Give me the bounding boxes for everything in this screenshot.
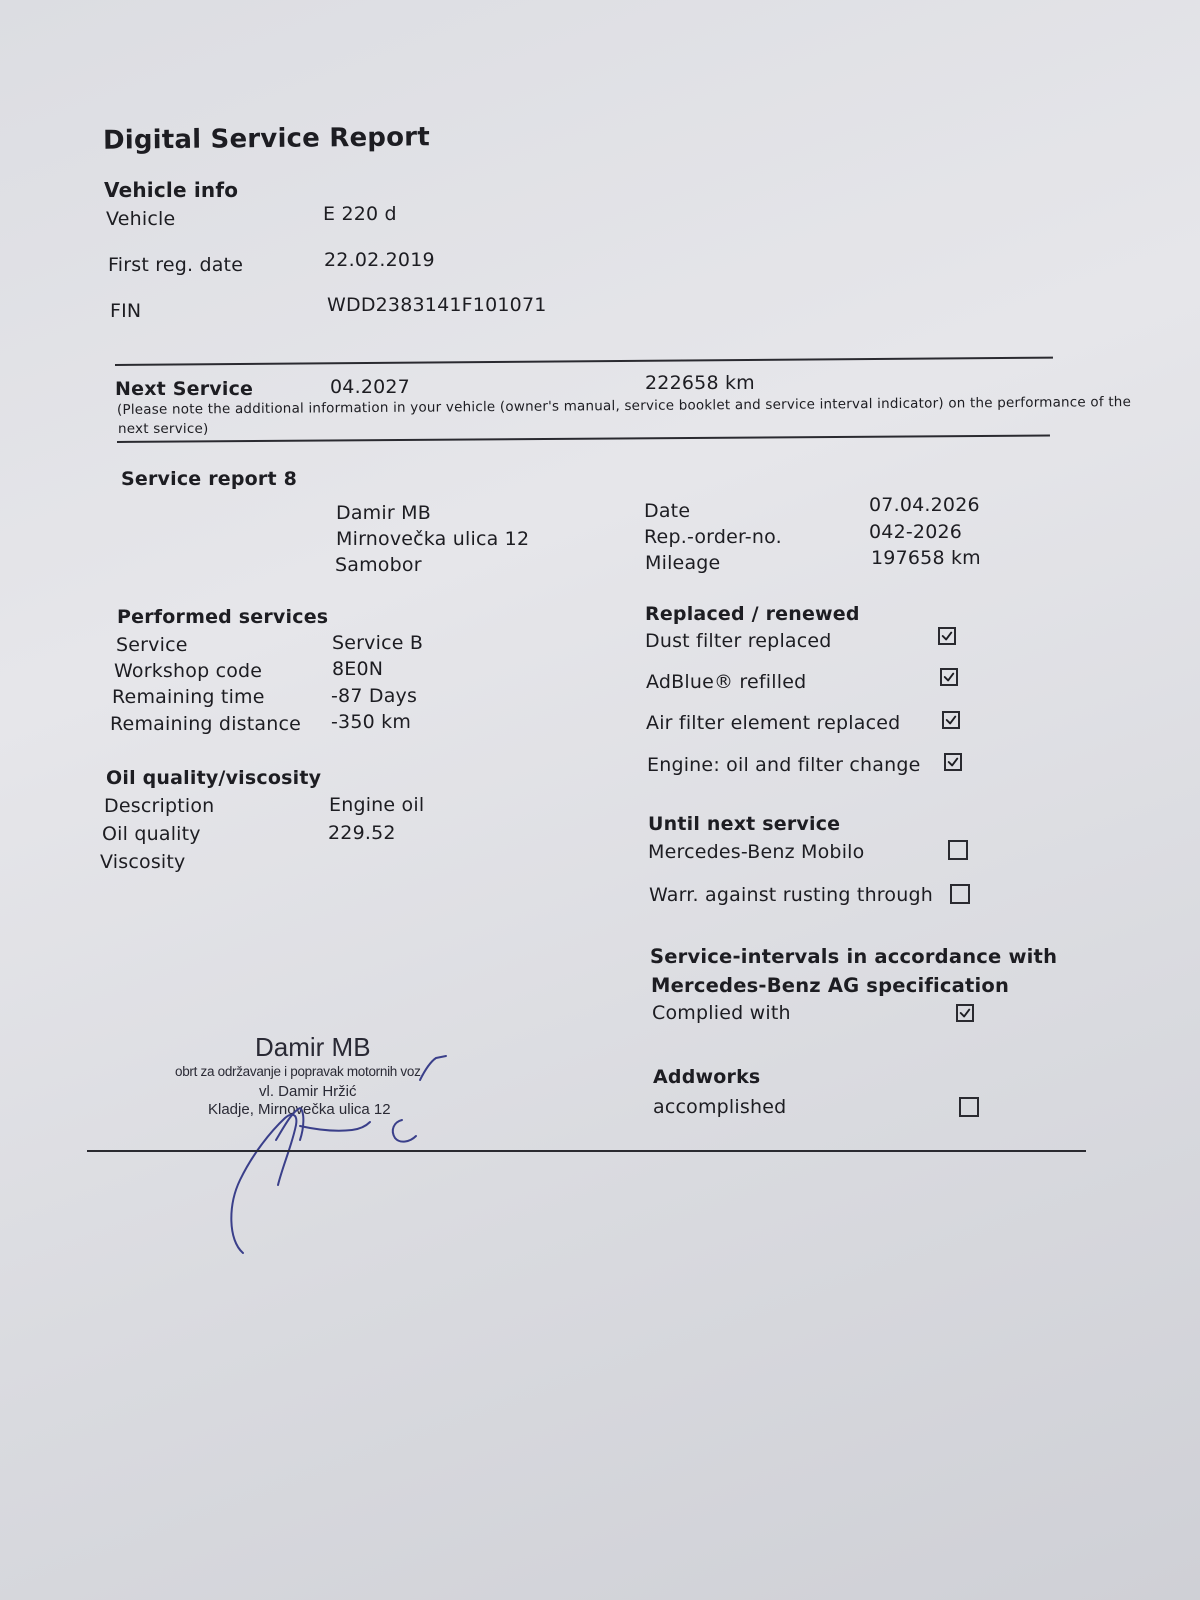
next-service-mileage: 222658 km	[645, 372, 755, 394]
remaining-distance-label: Remaining distance	[110, 713, 302, 735]
fin-label: FIN	[110, 300, 142, 322]
oil-quality-value: 229.52	[328, 822, 396, 844]
until-next-item-mobilo: Mercedes-Benz Mobilo	[648, 841, 865, 863]
viscosity-label: Viscosity	[100, 851, 186, 873]
vehicle-info-heading: Vehicle info	[104, 178, 239, 202]
stamp-line1: obrt za održavanje i popravak motornih voz.	[175, 1064, 424, 1079]
until-next-heading: Until next service	[648, 813, 841, 835]
replaced-item-engine-oil: Engine: oil and filter change	[647, 754, 921, 776]
first-reg-value: 22.02.2019	[324, 249, 435, 271]
performed-services-heading: Performed services	[117, 606, 329, 628]
page-title: Digital Service Report	[102, 122, 431, 156]
remaining-time-value: -87 Days	[331, 685, 418, 707]
first-reg-label: First reg. date	[108, 254, 244, 276]
remaining-time-label: Remaining time	[112, 686, 265, 708]
intervals-heading-line2: Mercedes-Benz AG specification	[651, 974, 1010, 997]
vehicle-label: Vehicle	[106, 208, 176, 230]
workshop-city: Samobor	[335, 554, 422, 576]
workshop-code-value: 8E0N	[332, 658, 384, 680]
fin-value: WDD2383141F101071	[327, 294, 547, 316]
next-service-note-line2: next service)	[118, 421, 209, 437]
addworks-heading: Addworks	[653, 1066, 761, 1088]
replaced-item-dust-filter: Dust filter replaced	[645, 630, 832, 652]
mileage-label: Mileage	[645, 552, 721, 574]
oil-quality-label: Oil quality	[102, 823, 201, 845]
order-value: 042-2026	[869, 521, 963, 543]
date-value: 07.04.2026	[869, 494, 980, 516]
divider-bottom	[87, 1150, 1086, 1152]
service-report-heading: Service report 8	[121, 468, 297, 490]
oil-heading: Oil quality/viscosity	[106, 767, 322, 789]
stamp-line2: vl. Damir Hržić	[259, 1083, 357, 1100]
date-label: Date	[644, 500, 691, 522]
order-label: Rep.-order-no.	[644, 526, 782, 548]
oil-description-value: Engine oil	[329, 794, 425, 816]
remaining-distance-value: -350 km	[331, 711, 412, 733]
workshop-name: Damir MB	[336, 502, 431, 524]
replaced-item-adblue: AdBlue® refilled	[646, 671, 807, 693]
oil-description-label: Description	[104, 795, 215, 817]
stamp-name: Damir MB	[255, 1032, 371, 1062]
replaced-item-air-filter: Air filter element replaced	[646, 712, 901, 734]
stamp-line3: Kladje, Mirnovečka ulica 12	[208, 1101, 391, 1118]
workshop-street: Mirnovečka ulica 12	[336, 528, 530, 550]
intervals-heading-line1: Service-intervals in accordance with	[650, 945, 1058, 968]
complied-with-label: Complied with	[652, 1002, 791, 1024]
next-service-note-line1: (Please note the additional information in your vehicle (owner's manual, service booklet and service interval indicator) on the performance of the	[116, 394, 1132, 418]
vehicle-value: E 220 d	[323, 203, 397, 225]
next-service-label: Next Service	[115, 378, 254, 400]
service-value: Service B	[332, 632, 424, 654]
workshop-code-label: Workshop code	[114, 660, 263, 682]
next-service-date: 04.2027	[330, 376, 410, 398]
accomplished-label: accomplished	[653, 1096, 787, 1118]
mileage-value: 197658 km	[871, 547, 981, 569]
service-label: Service	[116, 634, 188, 656]
replaced-heading: Replaced / renewed	[645, 603, 860, 625]
until-next-item-rusting: Warr. against rusting through	[649, 884, 933, 906]
